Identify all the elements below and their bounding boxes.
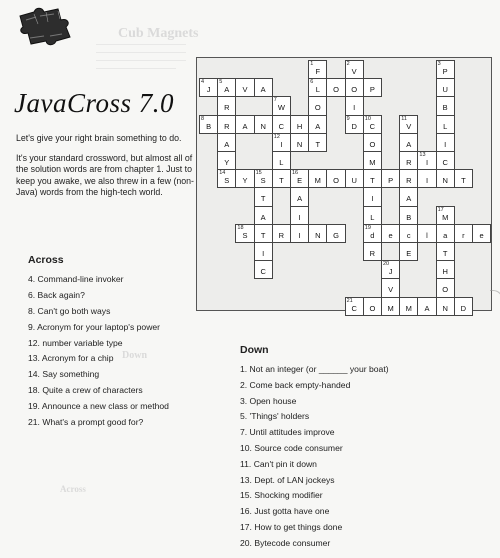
grid-cell[interactable] (436, 206, 455, 225)
cell-letter: D (460, 303, 467, 313)
cell-letter: T (260, 230, 266, 240)
page-curl-line (490, 290, 500, 321)
cell-letter: I (353, 103, 356, 113)
grid-cell[interactable] (254, 242, 273, 261)
cell-letter: O (369, 303, 376, 313)
clue-number: 9 (346, 115, 350, 122)
grid-cell[interactable] (381, 169, 400, 188)
grid-cell[interactable] (363, 78, 382, 97)
grid-cell[interactable] (235, 78, 254, 97)
cell-letter: F (315, 67, 321, 76)
cell-letter: I (280, 139, 283, 149)
cell-letter: E (406, 249, 412, 258)
grid-cell[interactable] (326, 78, 345, 97)
grid-cell[interactable] (308, 169, 327, 188)
cell-letter: N (260, 121, 266, 131)
clue-number: 12 (273, 133, 280, 140)
cell-letter: L (443, 121, 448, 131)
cell-letter: V (351, 67, 357, 76)
cell-letter: L (279, 158, 284, 167)
ghost-heading-down: Down (122, 350, 148, 361)
cell-letter: O (442, 285, 449, 295)
grid-cell[interactable] (417, 169, 436, 188)
grid-cell[interactable] (363, 242, 382, 261)
cell-letter: T (370, 176, 375, 186)
intro-paragraph: Let's give your right brain something to do. (16, 133, 182, 143)
cell-letter: P (369, 85, 375, 95)
grid-cell[interactable] (235, 115, 254, 134)
grid-cell[interactable] (436, 260, 455, 279)
clue-number: 1 (310, 61, 314, 67)
cell-letter: R (278, 230, 285, 240)
grid-cell[interactable] (363, 206, 382, 225)
grid-cell[interactable] (254, 169, 273, 188)
grid-cell[interactable] (308, 224, 327, 243)
cell-letter: N (442, 303, 448, 313)
grid-cell[interactable] (436, 96, 455, 115)
grid-cell[interactable] (436, 133, 455, 152)
grid-cell[interactable] (436, 60, 455, 79)
cell-letter: A (406, 139, 412, 149)
cell-letter: S (242, 230, 248, 240)
grid-cell[interactable] (381, 278, 400, 297)
clue-number: 6 (310, 79, 314, 86)
grid-cell[interactable] (272, 115, 291, 134)
cell-letter: e (479, 230, 484, 240)
grid-cell[interactable] (217, 133, 236, 152)
grid-cell[interactable] (399, 115, 418, 134)
grid-cell[interactable] (345, 297, 364, 316)
clue-item: 5. 'Things' holders (240, 411, 310, 422)
cell-letter: I (298, 212, 301, 222)
grid-cell[interactable] (217, 115, 236, 134)
clue-number: 4 (201, 79, 205, 86)
cell-letter: U (351, 176, 357, 186)
grid-cell[interactable] (399, 242, 418, 261)
clue-item: 7. Until attitudes improve (240, 427, 335, 438)
clue-number: 20 (383, 261, 390, 268)
cell-letter: M (314, 176, 321, 186)
ghost-heading-magnets: Cub Magnets (118, 26, 199, 41)
grid-cell[interactable] (272, 169, 291, 188)
crossword-grid (196, 57, 492, 311)
grid-cell[interactable] (308, 78, 327, 97)
grid-cell[interactable] (472, 224, 491, 243)
grid-cell[interactable] (217, 78, 236, 97)
clue-number: 14 (219, 170, 226, 177)
cell-letter: M (387, 303, 394, 313)
down-clues (240, 344, 460, 552)
grid-cell[interactable] (272, 224, 291, 243)
cell-letter: O (333, 176, 339, 186)
cell-letter: O (333, 85, 339, 95)
clue-number: 18 (237, 224, 244, 231)
grid-cell[interactable] (436, 278, 455, 297)
ghost-line (96, 60, 186, 61)
grid-cell[interactable] (399, 169, 418, 188)
page-title: JavaCross 7.0 (14, 88, 174, 118)
grid-cell[interactable] (217, 96, 236, 115)
grid-cell[interactable] (363, 115, 382, 134)
grid-cell[interactable] (326, 169, 345, 188)
clue-number: 2 (346, 61, 350, 67)
cell-letter: Y (242, 176, 248, 186)
grid-cell[interactable] (217, 169, 236, 188)
grid-cell[interactable] (199, 78, 218, 97)
grid-cell[interactable] (436, 297, 455, 316)
cell-letter: J (388, 267, 393, 277)
clue-item: 9. Acronym for your laptop's power (28, 321, 161, 332)
clue-item: 18. Quite a crew of characters (28, 385, 143, 396)
grid-cell[interactable] (272, 96, 291, 115)
cell-letter: a (443, 230, 448, 240)
clue-item: 4. Command-line invoker (28, 274, 124, 284)
ghost-line (96, 44, 186, 45)
cell-letter: U (442, 85, 448, 95)
cell-letter: N (315, 230, 321, 240)
cell-letter: C (442, 158, 448, 167)
grid-cell[interactable] (363, 224, 382, 243)
cell-letter: M (405, 303, 412, 313)
grid-cell[interactable] (235, 224, 254, 243)
cell-letter: M (369, 158, 376, 167)
cell-letter: W (277, 103, 285, 113)
cell-letter: A (224, 139, 230, 149)
cell-letter: L (315, 85, 320, 95)
grid-cell[interactable] (454, 297, 473, 316)
clue-number: 8 (201, 115, 205, 122)
grid-cell[interactable] (290, 169, 309, 188)
grid-cell[interactable] (363, 169, 382, 188)
grid-cell[interactable] (436, 78, 455, 97)
clue-item: 6. Back again? (28, 289, 85, 300)
ghost-line (96, 68, 176, 69)
clue-number: 17 (437, 206, 444, 213)
grid-cell[interactable] (417, 224, 436, 243)
grid-cell[interactable] (235, 169, 254, 188)
clue-number: 7 (273, 97, 277, 104)
intro-paragraph: It's your standard crossword, but almost all of the solution words are from chapter 1. Just to keep you awake, we also threw in a few (non-Java) words from the high-tech world. (16, 152, 194, 197)
cell-letter: J (206, 85, 211, 95)
clue-number: 11 (401, 115, 407, 122)
clue-number: 3 (437, 61, 441, 67)
grid-cell[interactable] (436, 224, 455, 243)
cell-letter: G (333, 230, 339, 240)
grid-cell[interactable] (326, 224, 345, 243)
grid-cell[interactable] (381, 224, 400, 243)
grid-cell[interactable] (381, 297, 400, 316)
grid-cell[interactable] (363, 133, 382, 152)
cell-letter: H (442, 267, 448, 277)
grid-cell[interactable] (308, 96, 327, 115)
clue-item: 20. Bytecode consumer (240, 537, 331, 548)
clue-number: 19 (364, 224, 371, 231)
cell-letter: A (297, 194, 303, 204)
grid-cell[interactable] (454, 224, 473, 243)
clue-item: 16. Just gotta have one (240, 506, 330, 517)
grid-cell[interactable] (363, 187, 382, 206)
cell-letter: P (442, 67, 448, 76)
puzzle-piece-icon (14, 6, 78, 46)
grid-cell[interactable] (436, 242, 455, 261)
clue-item: 3. Open house (240, 395, 297, 406)
cell-letter: E (297, 176, 303, 186)
cell-letter: r (462, 230, 465, 240)
down-clue-list (240, 362, 460, 552)
clue-item: 2. Come back empty-handed (240, 379, 351, 390)
cell-letter: e (388, 230, 393, 240)
clue-item: 10. Source code consumer (240, 442, 343, 453)
grid-cell[interactable] (345, 169, 364, 188)
clue-item: 11. Can't pin it down (240, 458, 317, 469)
clue-number: 10 (364, 115, 371, 122)
clue-item: 14. Say something (28, 369, 100, 380)
intro-text (16, 133, 194, 207)
grid-cell[interactable] (399, 224, 418, 243)
grid-cell[interactable] (417, 297, 436, 316)
grid-cell[interactable] (272, 151, 291, 170)
cell-letter: A (242, 121, 248, 131)
cell-letter: R (224, 121, 230, 131)
cell-letter: A (424, 303, 430, 313)
grid-cell[interactable] (290, 133, 309, 152)
cell-letter: S (224, 176, 230, 186)
cell-letter: N (296, 139, 303, 149)
grid-cell[interactable] (436, 151, 455, 170)
cell-letter: L (370, 212, 375, 222)
cell-letter: T (260, 194, 266, 204)
cell-letter: R (406, 158, 412, 167)
cell-letter: B (442, 103, 448, 113)
grid-cell[interactable] (345, 60, 364, 79)
grid-cell[interactable] (199, 115, 218, 134)
grid-cell[interactable] (454, 169, 473, 188)
clue-item: 12. number variable type (28, 337, 123, 348)
cell-letter: A (315, 121, 321, 131)
cell-letter: R (369, 249, 376, 258)
cell-letter: P (388, 176, 394, 186)
cell-letter: d (370, 230, 375, 240)
cell-letter: I (444, 139, 447, 149)
cell-letter: V (242, 85, 248, 95)
clue-item: 13. Acronym for a chip (28, 353, 114, 364)
grid-cell[interactable] (254, 115, 273, 134)
clue-item: 17. How to get things done (240, 521, 343, 532)
grid-cell[interactable] (290, 187, 309, 206)
cell-letter: H (296, 121, 303, 131)
ghost-heading-across: Across (60, 484, 86, 494)
grid-cell[interactable] (399, 187, 418, 206)
clue-item: 21. What's a prompt good for? (28, 417, 144, 428)
cell-letter: I (371, 194, 374, 204)
cell-letter: I (425, 158, 429, 167)
cell-letter: O (351, 85, 358, 95)
cell-letter: C (351, 303, 357, 313)
cell-letter: M (442, 212, 449, 222)
grid-cell[interactable] (254, 78, 273, 97)
grid-cell[interactable] (308, 133, 327, 152)
grid-cell[interactable] (381, 260, 400, 279)
cell-letter: O (314, 103, 321, 113)
cell-letter: A (224, 85, 230, 95)
grid-cell[interactable] (417, 151, 436, 170)
grid-cell[interactable] (290, 115, 309, 134)
grid-cell[interactable] (345, 115, 364, 134)
cell-letter: I (425, 176, 429, 186)
clue-number: 13 (419, 152, 426, 158)
grid-cell[interactable] (345, 96, 364, 115)
cell-letter: R (224, 103, 230, 113)
clue-number: 21 (346, 297, 353, 304)
cell-letter: A (260, 212, 266, 222)
down-heading: Down (240, 344, 269, 356)
cell-letter: R (406, 176, 412, 186)
cell-letter: T (315, 139, 321, 149)
grid-cell[interactable] (254, 187, 273, 206)
clue-item: 19. Announce a new class or method (28, 401, 169, 412)
cell-letter: A (406, 194, 412, 204)
grid-cell[interactable] (308, 115, 327, 134)
clue-item: 13. Dept. of LAN jockeys (240, 474, 335, 485)
cell-letter: l (426, 230, 428, 240)
cell-letter: T (279, 176, 284, 186)
clue-number: 15 (255, 170, 262, 177)
cell-letter: T (442, 249, 448, 258)
cell-letter: N (442, 176, 448, 186)
cell-letter: I (262, 249, 265, 258)
cell-letter: c (406, 230, 411, 240)
grid-cell[interactable] (363, 151, 382, 170)
cell-letter: O (369, 139, 376, 149)
cell-letter: T (461, 176, 466, 186)
clue-number: 5 (219, 79, 223, 86)
cell-letter: Y (224, 158, 230, 167)
grid-cell[interactable] (217, 151, 236, 170)
grid-cell[interactable] (254, 224, 273, 243)
clue-item: 1. Not an integer (or ______ your boat) (240, 364, 389, 374)
grid-cell[interactable] (436, 169, 455, 188)
grid-cell[interactable] (272, 133, 291, 152)
grid-cell[interactable] (363, 297, 382, 316)
grid-cell[interactable] (290, 206, 309, 225)
grid-cell[interactable] (290, 224, 309, 243)
across-heading: Across (28, 254, 64, 266)
grid-cell[interactable] (308, 60, 327, 79)
cell-letter: C (369, 121, 376, 131)
cell-letter: C (278, 121, 285, 131)
clue-item: 15. Shocking modifier (240, 490, 323, 501)
cell-letter: A (260, 85, 266, 95)
grid-cell[interactable] (436, 115, 455, 134)
cell-letter: C (260, 267, 266, 277)
grid-cell[interactable] (345, 78, 364, 97)
cell-letter: B (406, 212, 412, 222)
cell-letter: S (260, 176, 266, 186)
cell-letter: V (406, 121, 412, 131)
cell-letter: V (388, 285, 394, 295)
grid-cell[interactable] (399, 133, 418, 152)
cell-letter: B (206, 121, 212, 131)
clue-number: 16 (292, 170, 299, 177)
grid-cell[interactable] (254, 206, 273, 225)
grid-cell[interactable] (399, 297, 418, 316)
clue-item: 8. Can't go both ways (28, 305, 111, 316)
grid-cell[interactable] (254, 260, 273, 279)
ghost-line (96, 52, 186, 53)
grid-cell[interactable] (399, 206, 418, 225)
cell-letter: I (298, 230, 301, 240)
cell-letter: D (351, 121, 357, 131)
grid-cell[interactable] (399, 151, 418, 170)
